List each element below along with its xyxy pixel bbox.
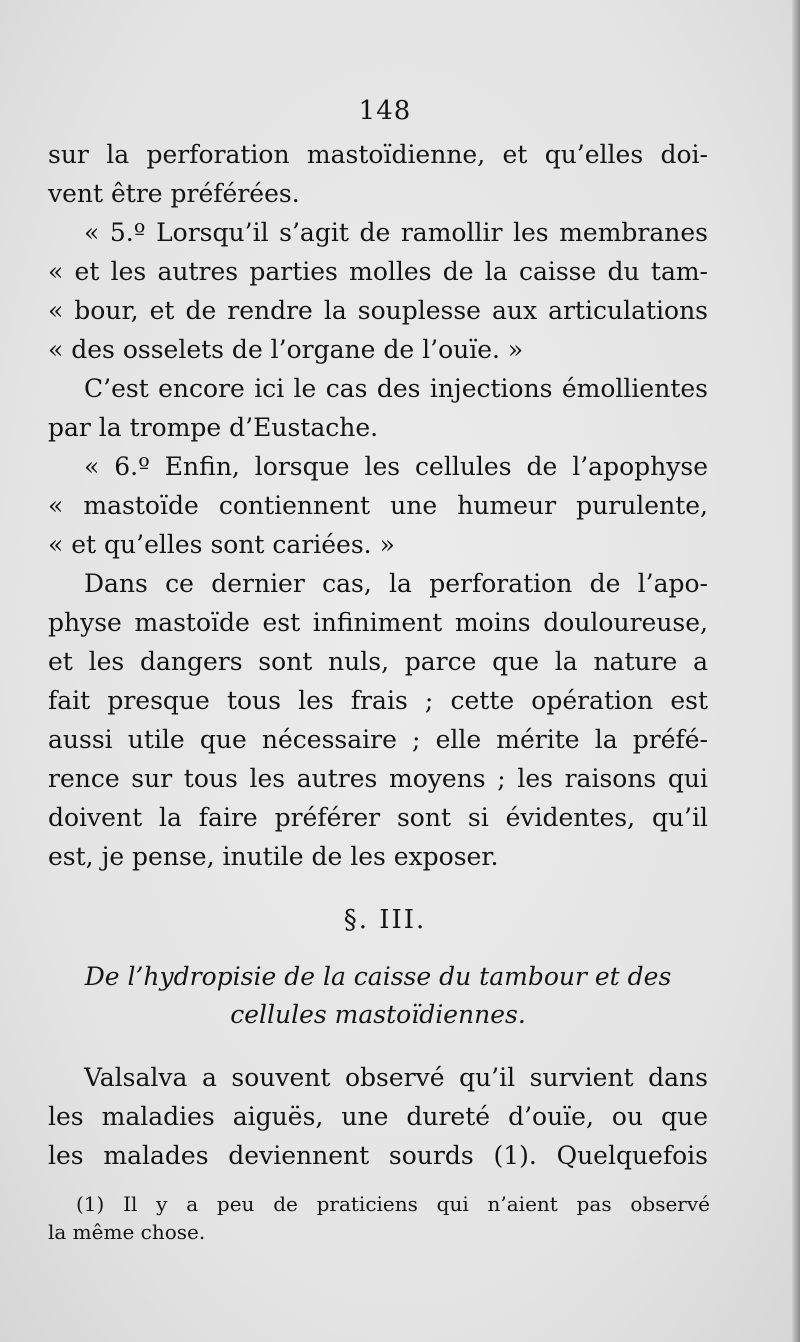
page-number: 148 [358,96,412,126]
text-line: physe mastoïde est infiniment moins douloureuse, [48,608,708,637]
section-title-line: De l’hydropisie de la caisse du tambour et des [84,962,672,991]
text-line: fait presque tous les frais ; cette opération est [48,686,708,715]
text-line: sur la perforation mastoïdienne, et qu’elles doi- [48,140,708,169]
section-title-line: cellules mastoïdiennes. [230,1000,526,1029]
text-line: vent être préférées. [48,179,300,208]
text-line: et les dangers sont nuls, parce que la nature a [48,647,708,676]
section-title [48,958,708,1034]
section-heading: §. III. [343,905,427,935]
text-line: est, je pense, inutile de les exposer. [48,842,499,871]
main-paragraphs [48,135,708,876]
text-line: C’est encore ici le cas des injections émollientes [84,374,708,403]
text-line: aussi utile que nécessaire ; elle mérite la préfé- [48,725,708,754]
text-line: par la trompe d’Eustache. [48,413,379,442]
section-paragraph [48,1058,708,1175]
text-line: « des osselets de l’organe de l’ouïe. » [48,335,524,364]
text-line: « bour, et de rendre la souplesse aux articulations [48,296,708,325]
page-edge-shadow [792,0,800,1342]
footnote-line: (1) Il y a peu de praticiens qui n’aient pas observé [76,1192,710,1216]
text-line: rence sur tous les autres moyens ; les raisons qui [48,764,708,793]
text-line: les maladies aiguës, une dureté d’ouïe, ou que [48,1102,708,1131]
text-line: Dans ce dernier cas, la perforation de l’apo- [84,569,708,598]
text-line: les malades deviennent sourds (1). Quelquefois [48,1141,708,1170]
text-line: « 5.º Lorsqu’il s’agit de ramollir les membranes [84,218,708,247]
footnote-line: la même chose. [48,1220,206,1244]
text-line: « mastoïde contiennent une humeur purulente, [48,491,708,520]
text-line: « 6.º Enfin, lorsque les cellules de l’apophyse [84,452,708,481]
text-line: « et les autres parties molles de la caisse du tam- [48,257,708,286]
text-line: doivent la faire préférer sont si évidentes, qu’il [48,803,708,832]
text-line: Valsalva a souvent observé qu’il survient dans [84,1063,708,1092]
footnote [48,1190,710,1246]
text-line: « et qu’elles sont cariées. » [48,530,395,559]
